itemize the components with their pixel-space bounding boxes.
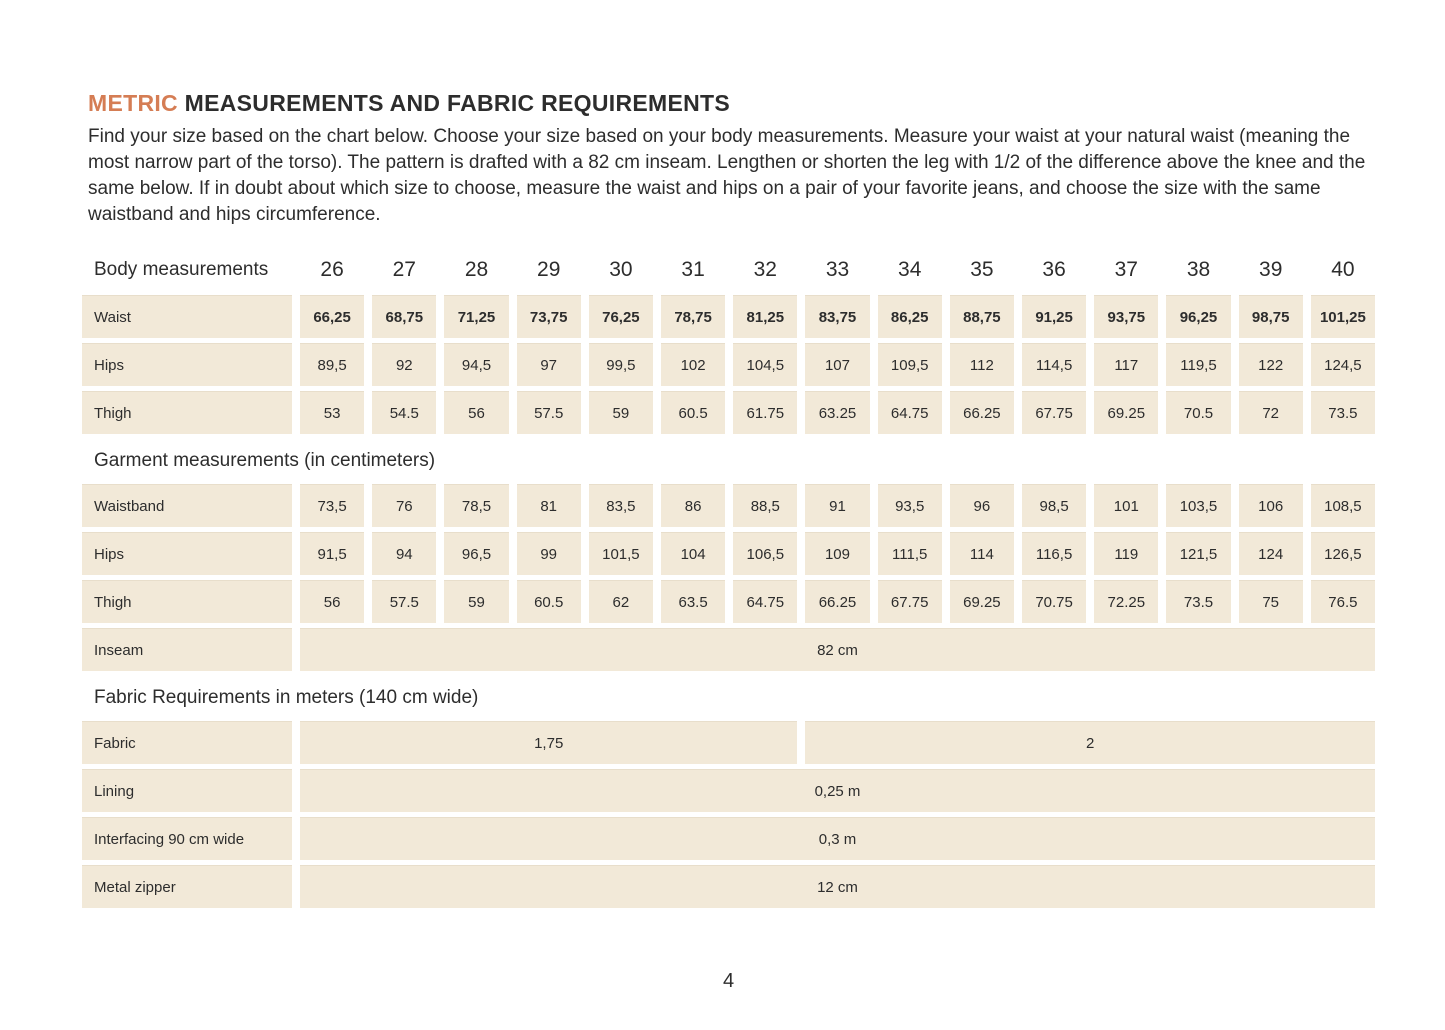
size-column-header: 33 — [825, 258, 850, 281]
value-cell: 86,25 — [878, 295, 942, 338]
value-cell: 94 — [372, 532, 436, 575]
value-cell: 101,25 — [1311, 295, 1375, 338]
size-column-header: 38 — [1186, 258, 1211, 281]
row-label-fabric: Fabric — [82, 721, 292, 764]
row-thigh-body — [82, 391, 1375, 434]
page-number: 4 — [722, 970, 735, 992]
inseam-value-cell: 82 cm — [300, 628, 1375, 671]
value-cell: 89,5 — [300, 343, 364, 386]
interfacing-value-cell: 0,3 m — [300, 817, 1375, 860]
value-cell: 57.5 — [372, 580, 436, 623]
value-cell: 70.75 — [1022, 580, 1086, 623]
row-inseam — [82, 628, 1375, 671]
value-cell: 117 — [1094, 343, 1158, 386]
size-chart — [82, 252, 1375, 908]
value-cell: 91,5 — [300, 532, 364, 575]
row-interfacing — [82, 817, 1375, 860]
value-cell: 72 — [1239, 391, 1303, 434]
row-waist-body — [82, 295, 1375, 338]
value-cell: 98,75 — [1239, 295, 1303, 338]
row-label-metal-zipper: Metal zipper — [82, 865, 292, 908]
value-cell: 119 — [1094, 532, 1158, 575]
fabric-value-small-sizes: 1,75 — [300, 721, 797, 764]
row-label-lining: Lining — [82, 769, 292, 812]
size-column-header: 29 — [537, 258, 561, 281]
value-cell: 56 — [444, 391, 508, 434]
row-label-thigh: Thigh — [82, 391, 292, 434]
value-cell: 88,75 — [950, 295, 1014, 338]
value-cell: 93,5 — [878, 484, 942, 527]
value-cell: 122 — [1239, 343, 1303, 386]
row-waistband-garment — [82, 484, 1375, 527]
value-cell: 106 — [1239, 484, 1303, 527]
value-cell: 94,5 — [444, 343, 508, 386]
value-cell: 53 — [300, 391, 364, 434]
value-cell: 81,25 — [733, 295, 797, 338]
size-column-header: 36 — [1042, 258, 1066, 281]
value-cell: 86 — [661, 484, 725, 527]
value-cell: 73.5 — [1166, 580, 1230, 623]
value-cell: 62 — [589, 580, 653, 623]
garment-measurements-heading: Garment measurements (in centimeters) — [94, 450, 436, 471]
value-cell: 70.5 — [1166, 391, 1230, 434]
title-rest: MEASUREMENTS AND FABRIC REQUIREMENTS — [177, 90, 731, 116]
value-cell: 124 — [1239, 532, 1303, 575]
title-highlight: METRIC — [88, 90, 178, 116]
value-cell: 59 — [589, 391, 653, 434]
row-label-inseam: Inseam — [82, 628, 292, 671]
fabric-value-large-sizes: 2 — [805, 721, 1375, 764]
value-cell: 71,25 — [444, 295, 508, 338]
value-cell: 108,5 — [1311, 484, 1375, 527]
value-cell: 111,5 — [878, 532, 942, 575]
row-label-thigh-garment: Thigh — [82, 580, 292, 623]
value-cell: 103,5 — [1166, 484, 1230, 527]
value-cell: 99 — [517, 532, 581, 575]
size-column-header: 37 — [1114, 258, 1138, 281]
value-cell: 96,5 — [444, 532, 508, 575]
value-cell: 67.75 — [878, 580, 942, 623]
value-cell: 68,75 — [372, 295, 436, 338]
value-cell: 102 — [661, 343, 725, 386]
intro-paragraph: Find your size based on the chart below. Choose your size based on your body measurements. Measure your waist at your natural waist (meaning the most narrow part of the torso). The pattern is drafted with a 82 cm inseam. Lengthen or shorten the leg with 1/2 of the difference above the knee and the same below. If in doubt about which size to choose, measure the waist and hips on a pair of your favorite jeans, and choose the size with the same waistband and hips circumference. — [88, 126, 1366, 225]
value-cell: 69.25 — [1094, 391, 1158, 434]
value-cell: 63.25 — [805, 391, 869, 434]
size-column-header: 32 — [753, 258, 777, 281]
value-cell: 96,25 — [1166, 295, 1230, 338]
value-cell: 109 — [805, 532, 869, 575]
value-cell: 76,25 — [589, 295, 653, 338]
size-column-header: 28 — [464, 258, 489, 281]
value-cell: 73.5 — [1311, 391, 1375, 434]
value-cell: 83,5 — [589, 484, 653, 527]
value-cell: 69.25 — [950, 580, 1014, 623]
value-cell: 88,5 — [733, 484, 797, 527]
value-cell: 56 — [300, 580, 364, 623]
value-cell: 66,25 — [300, 295, 364, 338]
size-column-header: 34 — [898, 258, 922, 281]
value-cell: 106,5 — [733, 532, 797, 575]
body-measurements-heading: Body measurements — [94, 259, 269, 280]
value-cell: 91,25 — [1022, 295, 1086, 338]
value-cell: 61.75 — [733, 391, 797, 434]
value-cell: 121,5 — [1166, 532, 1230, 575]
size-column-header: 26 — [320, 258, 344, 281]
value-cell: 104,5 — [733, 343, 797, 386]
value-cell: 60.5 — [661, 391, 725, 434]
row-label-hips-garment: Hips — [82, 532, 292, 575]
row-metal-zipper — [82, 865, 1375, 908]
value-cell: 66.25 — [950, 391, 1014, 434]
lining-value-cell: 0,25 m — [300, 769, 1375, 812]
row-label-interfacing: Interfacing 90 cm wide — [82, 817, 292, 860]
size-column-header: 31 — [681, 258, 705, 281]
value-cell: 99,5 — [589, 343, 653, 386]
value-cell: 104 — [661, 532, 725, 575]
fabric-requirements-heading: Fabric Requirements in meters (140 cm wide) — [94, 687, 479, 708]
value-cell: 101 — [1094, 484, 1158, 527]
value-cell: 76 — [372, 484, 436, 527]
value-cell: 98,5 — [1022, 484, 1086, 527]
row-label-waistband: Waistband — [82, 484, 292, 527]
value-cell: 92 — [372, 343, 436, 386]
value-cell: 72.25 — [1094, 580, 1158, 623]
row-label-hips: Hips — [82, 343, 292, 386]
value-cell: 91 — [805, 484, 869, 527]
value-cell: 97 — [517, 343, 581, 386]
value-cell: 96 — [950, 484, 1014, 527]
value-cell: 83,75 — [805, 295, 869, 338]
value-cell: 75 — [1239, 580, 1303, 623]
value-cell: 114 — [950, 532, 1014, 575]
row-fabric — [82, 721, 1375, 764]
value-cell: 124,5 — [1311, 343, 1375, 386]
value-cell: 81 — [517, 484, 581, 527]
value-cell: 63.5 — [661, 580, 725, 623]
value-cell: 59 — [444, 580, 508, 623]
size-column-header: 30 — [609, 258, 633, 281]
size-column-header: 35 — [970, 258, 994, 281]
value-cell: 119,5 — [1166, 343, 1230, 386]
value-cell: 126,5 — [1311, 532, 1375, 575]
value-cell: 64.75 — [733, 580, 797, 623]
row-hips-garment — [82, 532, 1375, 575]
size-column-header: 39 — [1259, 258, 1283, 281]
value-cell: 76.5 — [1311, 580, 1375, 623]
value-cell: 60.5 — [517, 580, 581, 623]
value-cell: 67.75 — [1022, 391, 1086, 434]
value-cell: 101,5 — [589, 532, 653, 575]
value-cell: 73,5 — [300, 484, 364, 527]
size-header-row — [82, 252, 1375, 288]
metal-zipper-value-cell: 12 cm — [300, 865, 1375, 908]
value-cell: 73,75 — [517, 295, 581, 338]
value-cell: 116,5 — [1022, 532, 1086, 575]
value-cell: 78,75 — [661, 295, 725, 338]
value-cell: 109,5 — [878, 343, 942, 386]
size-column-header: 40 — [1331, 258, 1355, 281]
value-cell: 54.5 — [372, 391, 436, 434]
value-cell: 57.5 — [517, 391, 581, 434]
value-cell: 93,75 — [1094, 295, 1158, 338]
value-cell: 114,5 — [1022, 343, 1086, 386]
value-cell: 107 — [805, 343, 869, 386]
value-cell: 112 — [950, 343, 1014, 386]
row-lining — [82, 769, 1375, 812]
page-title — [88, 90, 1375, 117]
row-label-waist: Waist — [82, 295, 292, 338]
value-cell: 78,5 — [444, 484, 508, 527]
size-column-header: 27 — [392, 258, 416, 281]
value-cell: 66.25 — [805, 580, 869, 623]
row-hips-body — [82, 343, 1375, 386]
value-cell: 64.75 — [878, 391, 942, 434]
row-thigh-garment — [82, 580, 1375, 623]
